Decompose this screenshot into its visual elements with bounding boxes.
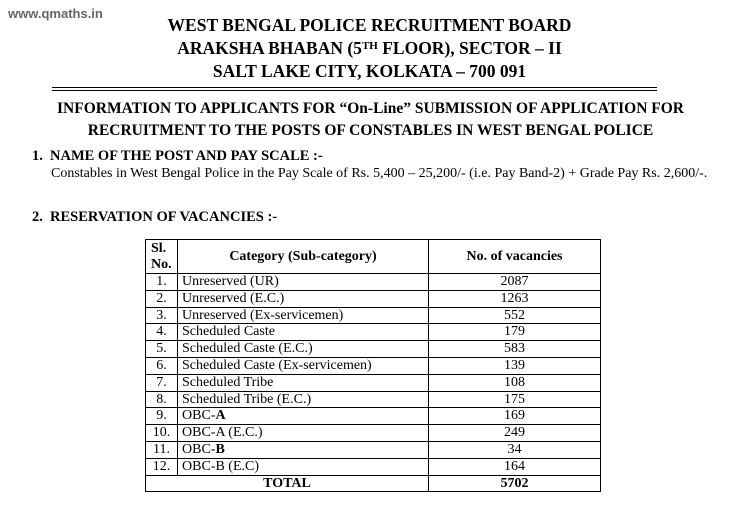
- row-vacancies: 2087: [429, 274, 601, 291]
- row-category: OBC-B (E.C): [178, 458, 429, 475]
- row-vacancies: 108: [429, 374, 601, 391]
- section-2-heading: 2. RESERVATION OF VACANCIES :-: [32, 209, 278, 225]
- row-sl-no: 11.: [146, 441, 178, 458]
- row-vacancies: 552: [429, 307, 601, 324]
- row-sl-no: 10.: [146, 425, 178, 442]
- table-row: [146, 374, 601, 391]
- row-vacancies: 249: [429, 425, 601, 442]
- row-category: Unreserved (UR): [178, 274, 429, 291]
- information-title: [0, 98, 733, 142]
- row-vacancies: 583: [429, 341, 601, 358]
- table-row: [146, 425, 601, 442]
- vacancy-table: [145, 239, 601, 492]
- row-category: Scheduled Tribe: [178, 374, 429, 391]
- row-sl-no: 6.: [146, 357, 178, 374]
- row-sl-no: 8.: [146, 391, 178, 408]
- row-sl-no: 1.: [146, 274, 178, 291]
- document-header: [0, 14, 733, 83]
- header-divider-bottom: [52, 90, 657, 91]
- table-row: [146, 391, 601, 408]
- header-city-line: SALT LAKE CITY, KOLKATA – 700 091: [212, 61, 527, 81]
- table-row: [146, 408, 601, 425]
- row-vacancies: 175: [429, 391, 601, 408]
- row-category: Scheduled Caste (E.C.): [178, 341, 429, 358]
- row-vacancies: 169: [429, 408, 601, 425]
- header-board-name: WEST BENGAL POLICE RECRUITMENT BOARD: [167, 15, 572, 35]
- row-category: OBC-A (E.C.): [178, 425, 429, 442]
- table-row: [146, 441, 601, 458]
- table-row: [146, 324, 601, 341]
- total-label: TOTAL: [146, 475, 429, 492]
- row-vacancies: 164: [429, 458, 601, 475]
- information-title-line2: RECRUITMENT TO THE POSTS OF CONSTABLES IN WEST BENGAL POLICE: [87, 122, 654, 139]
- section-1-body: Constables in West Bengal Police in the Pay Scale of Rs. 5,400 – 25,200/- (i.e. Pay Band-2) + Grade Pay Rs. 2,600/-.: [51, 166, 708, 181]
- row-category: OBC-B: [178, 441, 429, 458]
- row-vacancies: 179: [429, 324, 601, 341]
- row-category: Scheduled Tribe (E.C.): [178, 391, 429, 408]
- row-category: Unreserved (E.C.): [178, 290, 429, 307]
- row-vacancies: 34: [429, 441, 601, 458]
- total-value: 5702: [429, 475, 601, 492]
- table-header-row: [146, 240, 601, 274]
- table-total-row: [146, 475, 601, 492]
- row-category: Scheduled Caste: [178, 324, 429, 341]
- table-row: [146, 274, 601, 291]
- section-1-heading: 1. NAME OF THE POST AND PAY SCALE :-: [32, 148, 323, 164]
- row-sl-no: 5.: [146, 341, 178, 358]
- row-category: Unreserved (Ex-servicemen): [178, 307, 429, 324]
- column-header-vacancies: No. of vacancies: [429, 240, 601, 274]
- row-sl-no: 9.: [146, 408, 178, 425]
- row-vacancies: 1263: [429, 290, 601, 307]
- table-row: [146, 341, 601, 358]
- table-row: [146, 458, 601, 475]
- header-divider-top: [52, 87, 657, 88]
- row-sl-no: 7.: [146, 374, 178, 391]
- column-header-category: Category (Sub-category): [178, 240, 429, 274]
- row-vacancies: 139: [429, 357, 601, 374]
- row-sl-no: 12.: [146, 458, 178, 475]
- column-header-sl-no: Sl. No.: [146, 240, 178, 274]
- row-category: OBC-A: [178, 408, 429, 425]
- table-row: [146, 357, 601, 374]
- header-address-line: ARAKSHA BHABAN (5TH FLOOR), SECTOR – II: [177, 38, 562, 58]
- row-sl-no: 3.: [146, 307, 178, 324]
- table-row: [146, 290, 601, 307]
- row-sl-no: 4.: [146, 324, 178, 341]
- row-sl-no: 2.: [146, 290, 178, 307]
- table-row: [146, 307, 601, 324]
- information-title-line1: INFORMATION TO APPLICANTS FOR “On-Line” SUBMISSION OF APPLICATION FOR: [57, 100, 684, 117]
- watermark-text: www.qmaths.in: [8, 6, 103, 21]
- row-category: Scheduled Caste (Ex-servicemen): [178, 357, 429, 374]
